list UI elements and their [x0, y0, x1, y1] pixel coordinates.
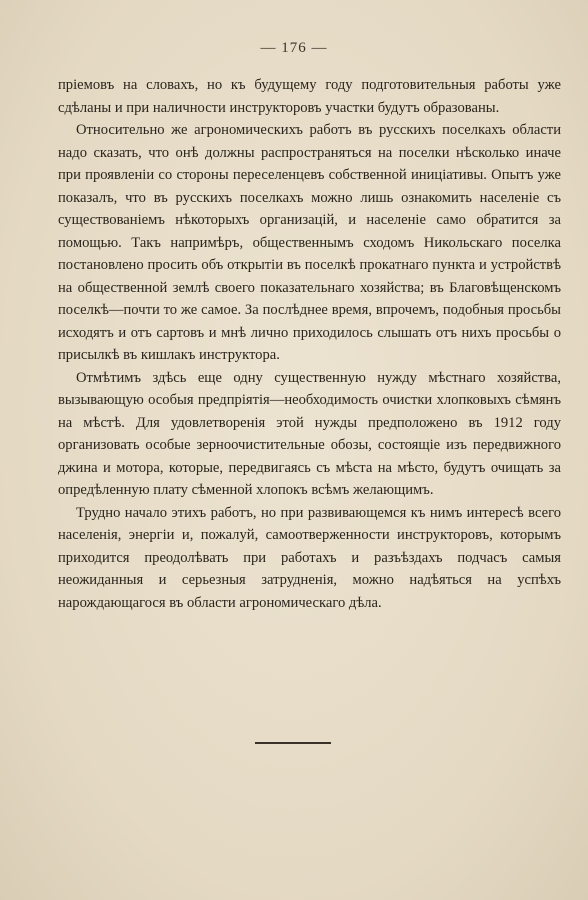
body-text [58, 74, 561, 614]
paragraph-4: Трудно начало этихъ работъ, но при развивающемся къ нимъ интересѣ всего населенія, энергіи и, пожалуй, самоотверженности инструкторовъ, которымъ приходится преодолѣвать при работахъ и разъѣздахъ подчасъ самыя неожиданныя и серьезныя затрудненія, можно надѣяться на успѣхъ нарождающагося въ области агрономическаго дѣла. [58, 504, 561, 611]
paragraph-1: пріемовъ на словахъ, но къ будущему году подготовительныя работы уже сдѣланы и при наличности инструкторовъ участки будутъ образованы. [58, 77, 561, 116]
section-end-rule [255, 742, 331, 744]
page-number: — 176 — [260, 40, 328, 56]
paragraph-3: Отмѣтимъ здѣсь еще одну существенную нужду мѣстнаго хозяйства, вызывающую особыя предпріятія—необходимость очистки хлопковыхъ сѣмянъ на мѣстѣ. Для удовлетворенія этой нужды предположено въ 1912 году организовать особые зерноочистительные обозы, состоящіе изъ передвижного джина и мотора, которые, передвигаясь съ мѣста на мѣсто, будутъ очищать за опредѣленную плату сѣменной хлопокъ всѣмъ желающимъ. [58, 369, 561, 498]
paragraph-2: Относительно же агрономическихъ работъ въ русскихъ поселкахъ области надо сказать, что онѣ должны распространяться на поселки нѣсколько иначе при проявленіи со стороны переселенцевъ собственной иниціативы. Опытъ уже показалъ, что въ русскихъ поселкахъ можно лишь ознакомить населеніе съ существованіемъ нѣкоторыхъ организацій, и населеніе само обратится за помощью. Такъ напримѣръ, общественнымъ сходомъ Никольскаго поселка постановлено просить объ открытіи въ поселкѣ прокатнаго пункта и устройствѣ на общественной землѣ своего показательнаго хозяйства; въ Благовѣщенскомъ поселкѣ—почти то же самое. За послѣднее время, впрочемъ, подобныя просьбы исходятъ и отъ сартовъ и мнѣ лично приходилось слышать отъ нихъ просьбы о присылкѣ въ кишлакъ инструктора. [58, 122, 561, 363]
